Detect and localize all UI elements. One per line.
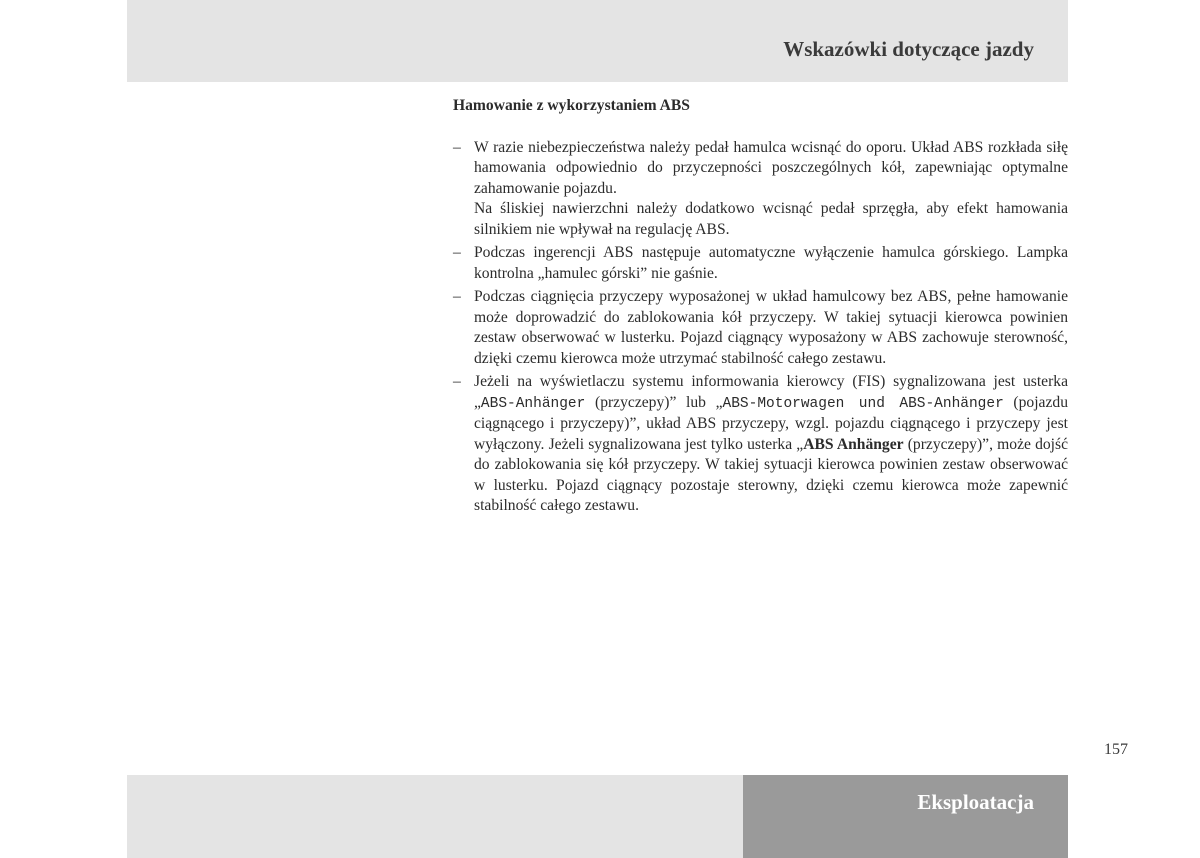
main-content [453,96,1068,520]
bullet-item [453,138,1068,241]
bullet-paragraph: W razie niebezpieczeństwa należy pedał hamulca wcisnąć do oporu. Układ ABS rozkłada siłę hamowania odpowiednio do przyczepności poszczególnych kół, zapewniając optymalne zahamowanie pojazdu. [474,138,1068,197]
page-number: 157 [1104,741,1128,758]
footer-bar [127,775,743,858]
bullet-item [453,287,1068,369]
bullet-paragraph: Podczas ciągnięcia przyczepy wyposażonej w układ hamulcowy bez ABS, pełne hamowanie może doprowadzić do zablokowania kół przyczepy. W takiej sytuacji kierowca powinien zestaw obserwować w lusterku. Pojazd ciągnący wyposażony w ABS zachowuje sterowność, dzięki czemu kierowca może utrzymać stabilność całego zestawu. [474,288,1068,367]
warning-abs-anhaenger: ABS Anhänger [803,435,904,453]
text-run: (pojazdu ciągnącego i przyczepy)”, układ ABS przyczepy, wzgl. pojazdu ciągnącego i przyczepy jest wyłączony. Jeżeli sygnalizowana jest tylko usterka „ [474,393,1068,453]
header-bar [127,0,1068,82]
text-run: (przyczepy)”, może dojść do zablokowania się kół przyczepy. W takiej sytuacji kierowca powinien zestaw obserwować w lusterku. Pojazd ciągnący pozostaje sterowny, dzięki czemu kierowca może zapewnić stabilność całego zestawu. [474,435,1068,514]
bullet-dash: – [453,288,461,305]
header-title: Wskazówki dotyczące jazdy [783,37,1034,61]
bullet-dash: – [453,138,461,156]
section-heading: Hamowanie z wykorzystaniem ABS [453,97,690,114]
footer-chapter-tab [743,775,1068,858]
chapter-title: Eksploatacja [917,790,1034,814]
fis-message-abs-motorwagen: ABS-Motorwagen und ABS-Anhänger [722,395,1004,412]
text-run: (przyczepy)” lub „ [585,393,723,411]
bullet-item [453,372,1068,517]
bullet-paragraph: Na śliskiej nawierzchni należy dodatkowo wcisnąć pedał sprzęgła, aby efekt hamowania silnikiem nie wpływał na regulację ABS. [474,200,1068,238]
bullet-paragraph: Podczas ingerencji ABS następuje automatyczne wyłączenie hamulca górskiego. Lampka kontrolna „hamulec górski” nie gaśnie. [474,244,1068,282]
bullet-dash: – [453,244,461,261]
bullet-item [453,243,1068,284]
text-run: Jeżeli na wyświetlaczu systemu informowania kierowcy (FIS) sygnalizowana jest usterka „ [474,373,1068,411]
bullet-paragraph [474,372,1068,517]
fis-message-abs-anhaenger: ABS-Anhänger [480,395,586,412]
bullet-list [453,138,1068,517]
bullet-dash: – [453,373,461,390]
